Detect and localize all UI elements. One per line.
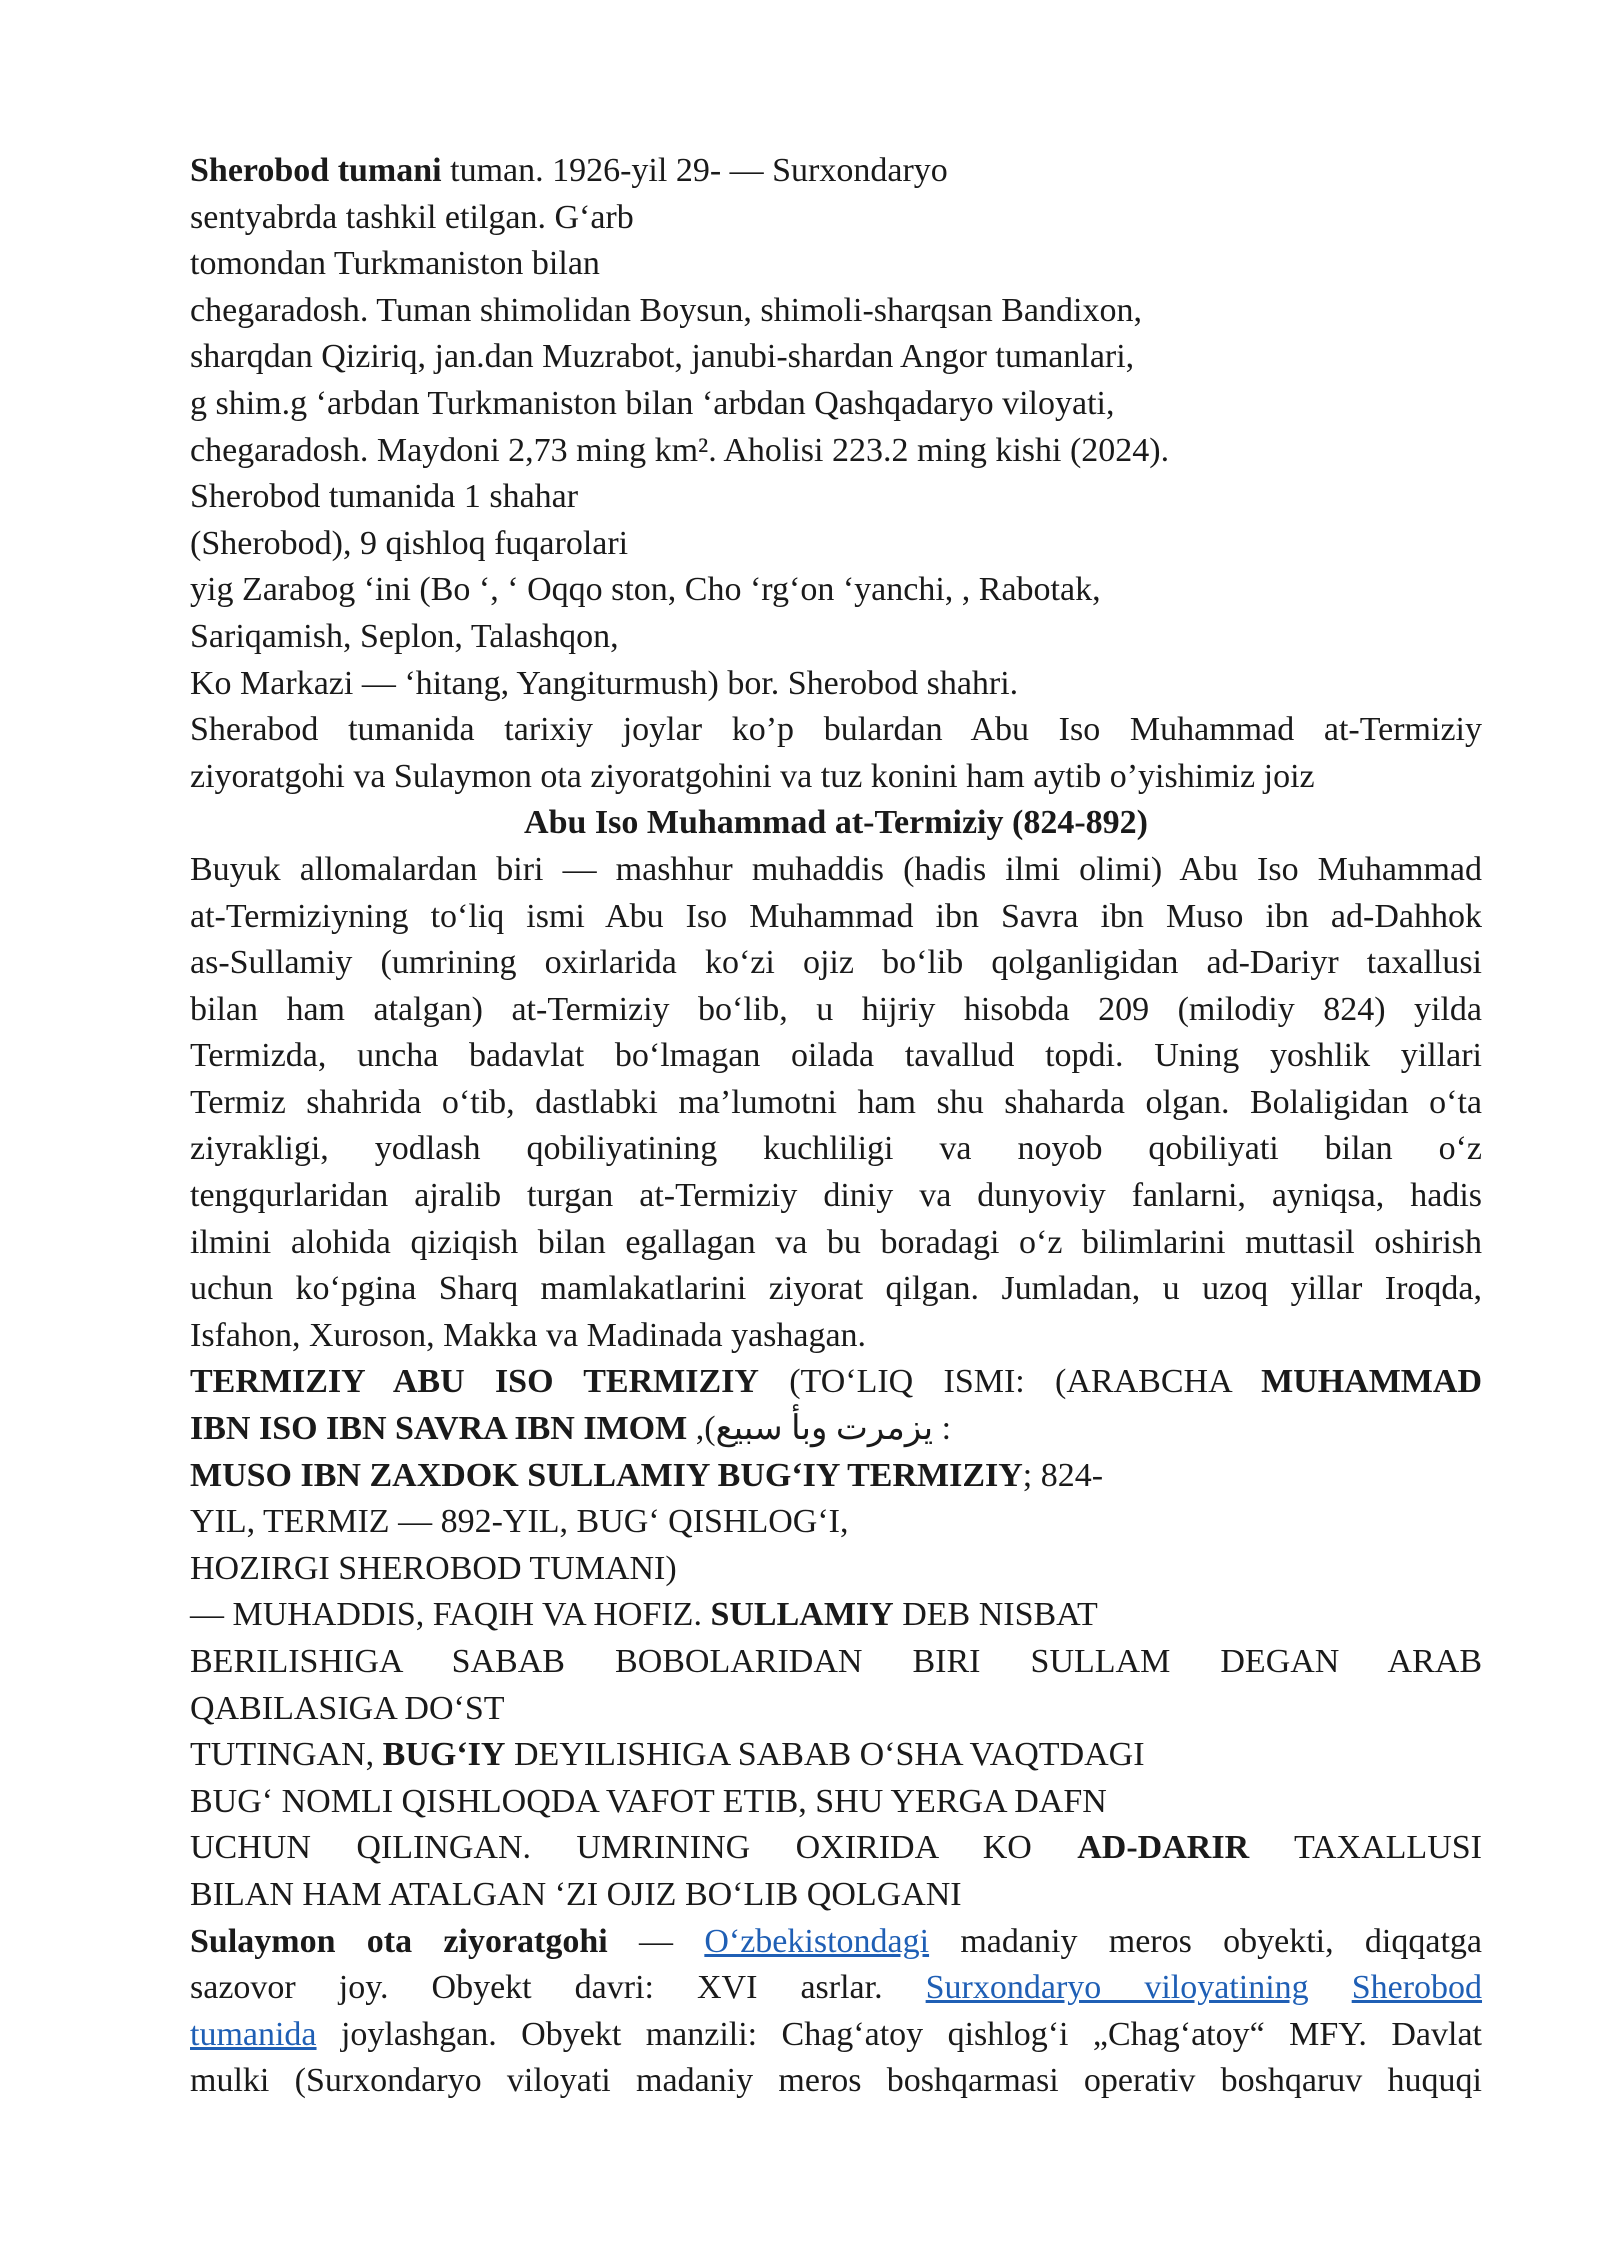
link-sherobod[interactable]: Sherobod (1351, 1969, 1483, 2007)
text-line: (Sherobod), 9 qishloq fuqarolari (190, 524, 629, 562)
text-line: chegaradosh. Maydoni 2,73 ming km². Aholisi 223.2 ming kishi (2024). (190, 431, 1170, 469)
link-ozbekistondagi[interactable]: O‘zbekistondagi (704, 1922, 930, 1960)
section-heading: Abu Iso Muhammad at-Termiziy (824-892) (524, 804, 1148, 842)
sulaymon-ota-paragraph (190, 1919, 1482, 2105)
document-page (190, 148, 1482, 2105)
text-line: BERILISHIGA SABAB BOBOLARIDAN BIRI SULLAM DEGAN ARAB (190, 1643, 1482, 1680)
text-line: ziyoratgohi va Sulaymon ota ziyoratgohini va tuz konini ham aytib o’yishimiz joiz (190, 757, 1315, 795)
text-line: YIL, TERMIZ — 892-YIL, BUG‘ QISHLOG‘I, (190, 1503, 849, 1541)
text-line: uchun ko‘pgina Sharq mamlakatlarini ziyorat qilgan. Jumladan, u uzoq yillar Iroqda, (190, 1270, 1482, 1308)
text-line: yig Zarabog ‘ini (Bo ‘, ‘ Oqqo ston, Cho ‘rg‘on ‘yanchi, , Rabotak, (190, 571, 1101, 609)
text-line: Termizda, uncha badavlat bo‘lmagan oilada tavallud topdi. Uning yoshlik yillari (190, 1037, 1482, 1075)
text-line: TUTINGAN, BUG‘IY DEYILISHIGA SABAB O‘SHA VAQTDAGI (190, 1736, 1145, 1774)
text-line: chegaradosh. Tuman shimolidan Boysun, shimoli-sharqsan Bandixon, (190, 291, 1142, 329)
text-line: Sariqamish, Seplon, Talashqon, (190, 617, 619, 655)
text-line: ziyrakligi, yodlash qobiliyatining kuchliligi va noyob qobiliyati bilan o‘z (190, 1130, 1482, 1168)
text-line: Sherobod tumanida 1 shahar (190, 478, 579, 516)
text-line: sharqdan Qiziriq, jan.dan Muzrabot, janubi-shardan Angor tumanlari, (190, 338, 1135, 376)
text-line: UCHUN QILINGAN. UMRINING OXIRIDA KO AD-DARIR TAXALLUSI (190, 1829, 1482, 1867)
termiziy-paragraph (190, 1359, 1482, 1918)
arabic-name: يزمرت وبأ سبيع (715, 1410, 934, 1448)
biography-paragraph (190, 847, 1482, 1360)
text-line: ilmini alohida qiziqish bilan egallagan va bu boradagi o‘z bilimlarini muttasil oshirish (190, 1223, 1482, 1261)
text-line: Isfahon, Xuroson, Makka va Madinada yashagan. (190, 1316, 867, 1354)
term-sherobod-tumani: Sherobod tumani (190, 152, 442, 189)
text-line: tumanida joylashgan. Obyekt manzili: Chag‘atoy qishlog‘i „Chag‘atoy“ MFY. Davlat (190, 2015, 1482, 2053)
link-tumanida[interactable]: tumanida (190, 2015, 317, 2053)
text-line: Termiz shahrida o‘tib, dastlabki ma’lumotni ham shu shaharda olgan. Bolaligidan o‘ta (190, 1083, 1482, 1121)
text-line: IBN ISO IBN SAVRA IBN IMOM ,(يزمرت وبأ سبيع : (190, 1410, 952, 1448)
text-line: BILAN HAM ATALGAN ‘ZI OJIZ BO‘LIB QOLGANI (190, 1875, 962, 1913)
text-line: sazovor joy. Obyekt davri: XVI asrlar. Surxondaryo viloyatining Sherobod (190, 1969, 1483, 2007)
text-line: QABILASIGA DO‘ST (190, 1689, 505, 1727)
text-line: Sherobod tumani tuman. 1926-yil 29- — Surxondaryo (190, 152, 948, 189)
text-line: tomondan Turkmaniston bilan (190, 245, 600, 283)
text-line: MUSO IBN ZAXDOK SULLAMIY BUG‘IY TERMIZIY; 824- (190, 1456, 1104, 1494)
text-line: Buyuk allomalardan biri — mashhur muhaddis (hadis ilmi olimi) Abu Iso Muhammad (190, 850, 1482, 888)
text-line: Sherabod tumanida tarixiy joylar ko’p bulardan Abu Iso Muhammad at-Termiziy (190, 711, 1482, 749)
text-line: mulki (Surxondaryo viloyati madaniy meros boshqarmasi operativ boshqaruv huquqi (190, 2062, 1482, 2100)
text-line: Sulaymon ota ziyoratgohi — O‘zbekistondagi madaniy meros obyekti, diqqatga (190, 1922, 1482, 1960)
text-line: at-Termiziyning to‘liq ismi Abu Iso Muhammad ibn Savra ibn Muso ibn ad-Dahhok (190, 897, 1482, 935)
text-line: BUG‘ NOMLI QISHLOQDA VAFOT ETIB, SHU YERGA DAFN (190, 1782, 1107, 1820)
text-line: HOZIRGI SHEROBOD TUMANI) (190, 1549, 677, 1587)
text-line: bilan ham atalgan) at-Termiziy bo‘lib, u hijriy hisobda 209 (milodiy 824) yilda (190, 990, 1482, 1028)
link-surxondaryo-viloyatining[interactable]: Surxondaryo viloyatining (925, 1969, 1309, 2007)
text-line: sentyabrda tashkil etilgan. G‘arb (190, 198, 634, 236)
text-line: Ko Markazi — ‘hitang, Yangiturmush) bor. Sherobod shahri. (190, 664, 1019, 702)
text-line: TERMIZIY ABU ISO TERMIZIY (TO‘LIQ ISMI: (ARABCHA MUHAMMAD (190, 1363, 1482, 1401)
intro-paragraph (190, 148, 1482, 800)
text-line: g shim.g ‘arbdan Turkmaniston bilan ‘arbdan Qashqadaryo viloyati, (190, 384, 1115, 422)
text-line: tengqurlaridan ajralib turgan at-Termiziy diniy va dunyoviy fanlarni, ayniqsa, hadis (190, 1177, 1482, 1215)
text-line: as-Sullamiy (umrining oxirlarida ko‘zi ojiz bo‘lib qolganligidan ad-Dariyr taxallusi (190, 944, 1482, 982)
text-line: — MUHADDIS, FAQIH VA HOFIZ. SULLAMIY DEB NISBAT (190, 1596, 1098, 1634)
